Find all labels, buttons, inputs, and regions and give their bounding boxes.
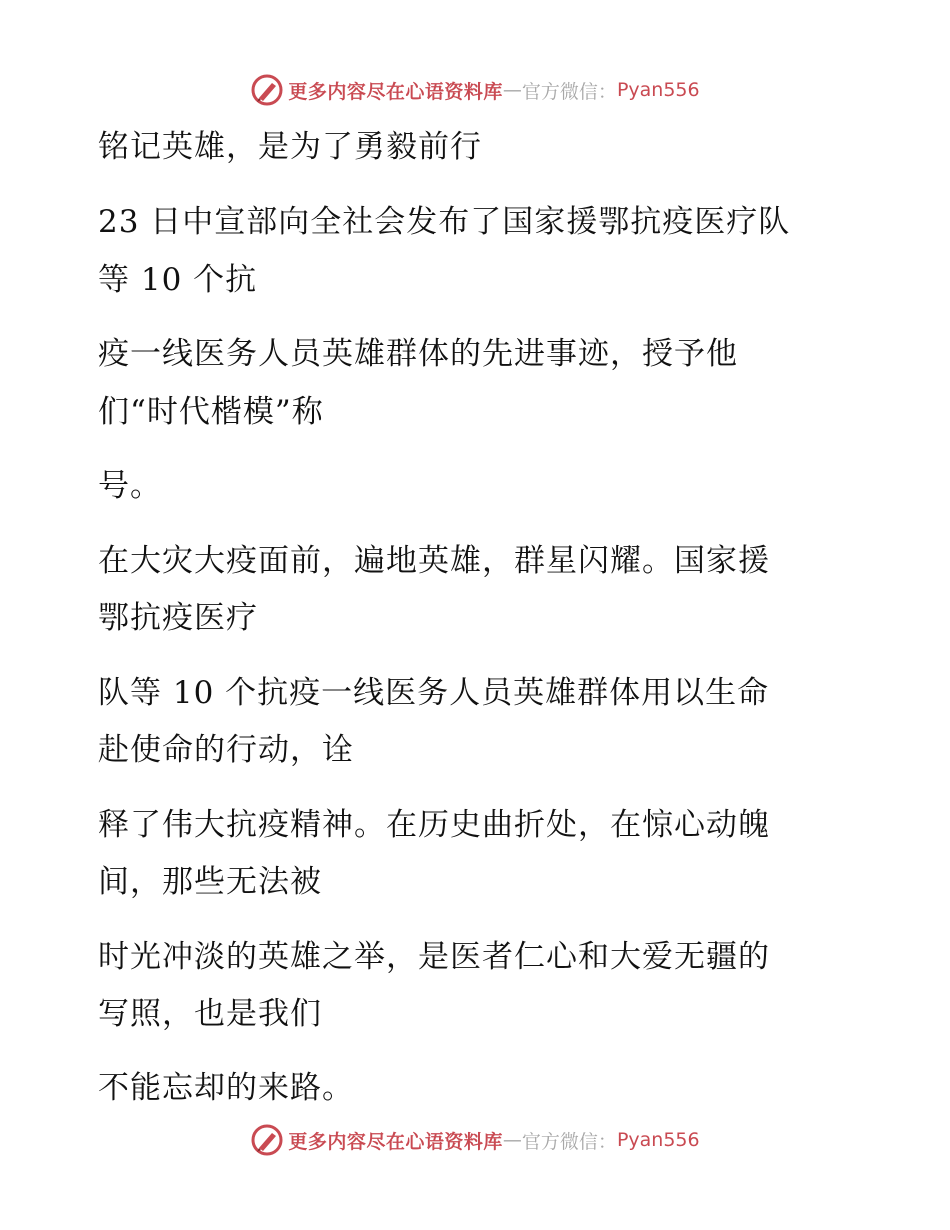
text-line: 写照，也是我们 xyxy=(98,996,322,1032)
text-line: 不能忘却的来路。 xyxy=(98,1070,354,1106)
watermark-site-name: 更多内容尽在心语资料库 xyxy=(288,80,503,103)
text-line: 时光冲淡的英雄之举，是医者仁心和大爱无疆的 xyxy=(98,939,770,975)
text-line: 等 10 个抗 xyxy=(98,262,258,298)
watermark-site-name: 更多内容尽在心语资料库 xyxy=(288,1130,503,1153)
watermark-dash: — xyxy=(502,1129,522,1151)
watermark-official-label: 官方微信： xyxy=(521,80,617,103)
text-line: 铭记英雄，是为了勇毅前行 xyxy=(98,129,482,165)
text-line: 队等 10 个抗疫一线医务人员英雄群体用以生命 xyxy=(98,675,770,711)
watermark-wechat-id: Pyan556 xyxy=(616,1129,700,1151)
watermark-official-label: 官方微信： xyxy=(521,1130,617,1153)
text-line: 23 日中宣部向全社会发布了国家援鄂抗疫医疗队 xyxy=(98,204,791,240)
text-line: 在大灾大疫面前，遍地英雄，群星闪耀。国家援 xyxy=(98,543,770,579)
watermark-wechat-id: Pyan556 xyxy=(616,79,700,101)
pen-logo-icon xyxy=(250,1123,284,1157)
pen-logo-icon xyxy=(250,73,284,107)
header-watermark xyxy=(0,70,950,110)
footer-watermark xyxy=(0,1120,950,1160)
text-line: 赴使命的行动，诠 xyxy=(98,732,354,768)
text-line: 释了伟大抗疫精神。在历史曲折处，在惊心动魄 xyxy=(98,807,770,843)
text-line: 鄂抗疫医疗 xyxy=(98,600,258,636)
text-line: 号。 xyxy=(98,468,162,504)
text-line: 疫一线医务人员英雄群体的先进事迹，授予他 xyxy=(98,336,738,372)
text-line: 们“时代楷模”称 xyxy=(98,394,324,430)
text-line: 间，那些无法被 xyxy=(98,864,322,900)
watermark-dash: — xyxy=(502,79,522,101)
